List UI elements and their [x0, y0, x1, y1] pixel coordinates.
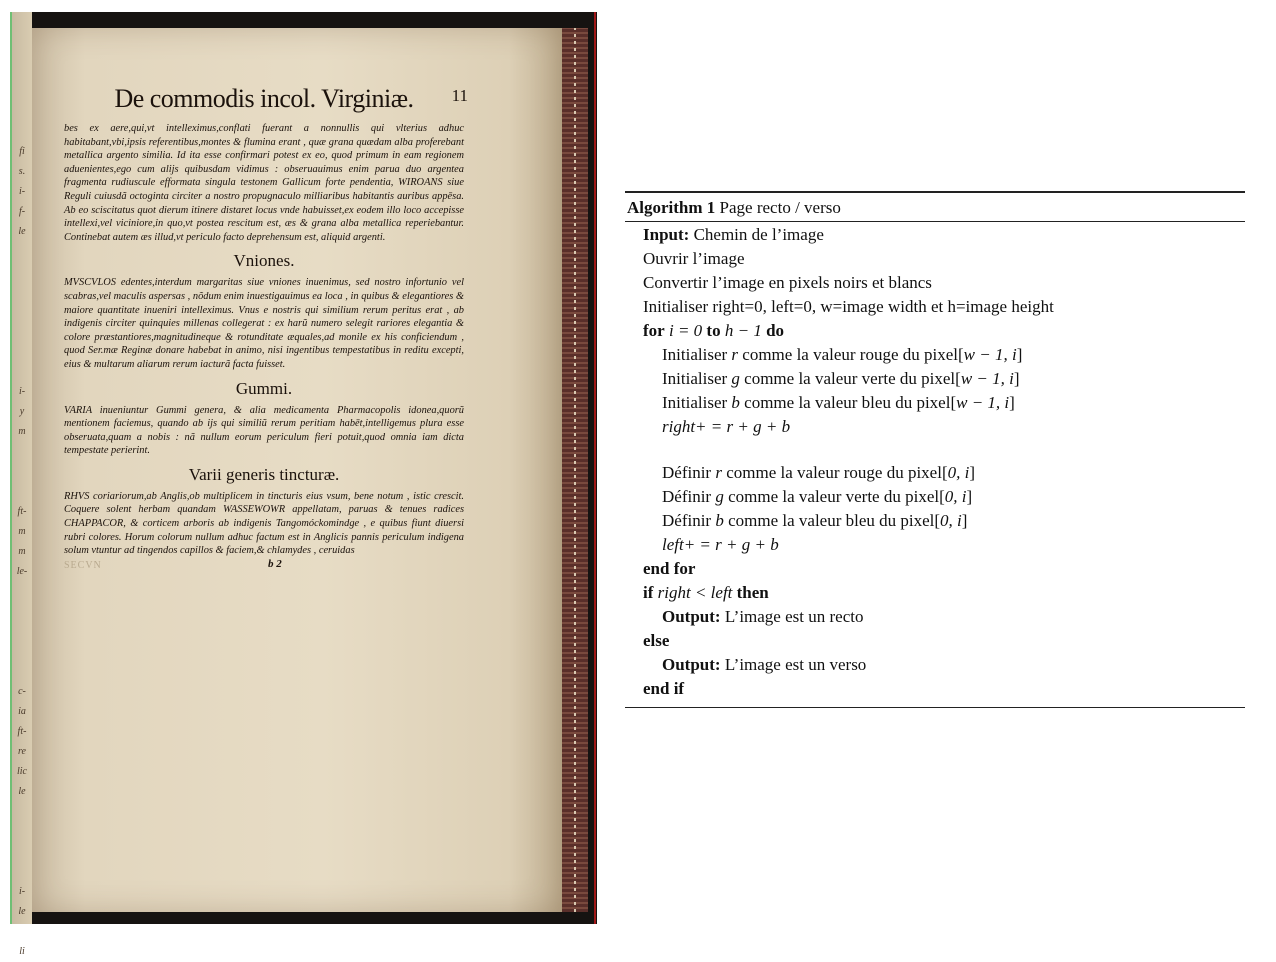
red-text: comme la valeur rouge du pixel[ — [742, 345, 964, 364]
var-b: b — [715, 511, 724, 530]
var-r: r — [715, 463, 722, 482]
output-verso-line — [625, 653, 1245, 677]
def-blue-line — [625, 509, 1245, 533]
output-keyword: Output: — [662, 607, 721, 626]
book-spine — [562, 28, 588, 912]
for-start: i = 0 — [668, 321, 703, 340]
for-limit: h − 1 — [724, 321, 762, 340]
do-keyword: do — [766, 321, 785, 340]
heading-tincturae: Varii generis tincturæ. — [188, 464, 340, 484]
init-word: Initialiser — [662, 369, 728, 388]
init-word: Initialiser — [662, 345, 728, 364]
algorithm-title: Page recto / verso — [719, 198, 841, 217]
paragraph-gums: VARIA inueniuntur Gummi genera, & alia medicamenta Pharmacopolis idonea,quorũ mentionem faciemus, quando ab ijs qui similiũ rerum peritiam habēt,intelligemus plura esse obseruata,quam a nobis : nã nullum eorum periculum fieri potuit,quod omnia iam dicta tempestate perierint. — [64, 404, 464, 457]
paragraph-silver: bes ex aere,qui,vt intelleximus,conflati fuerant a nonnullis qui vlterius adhuc habitabant,vbi,ipsis referentibus,montes & flumina erant , quæ grana quædam alba proferebant metallica argento similia. Id ita esse confirmari potest ex eo, quod primum in eam regionem aduenientes,ego cum alijs quibusdam vidimus : obseruauimus enim parua duo argentea fragmenta rudiuscule efformata singula testonem Gallicum forte pendentia, WIROANS siue Reguli cuiusdã octoginta circiter a nostro propugnaculo milliaribus habitantis auribus appēsa. Ab eo sciscitatus quot dierum itinere distaret locus vnde habuisset,ex eodem illo loco accepisse intellexi,vel viciniore,in quo,vt postea rescitum est, æs & grana alba metallica reperiebantur. Continebat autem æs illud,vt periculo facto deprehensum est, aliquid argenti. — [64, 123, 464, 243]
then-keyword: then — [736, 583, 769, 602]
if-line — [625, 581, 1245, 605]
margin-fragments: fi s. i- f- le i- y m ft- m m le- c- ia ft- re lic le i- le li — [16, 146, 28, 957]
output-keyword: Output: — [662, 655, 721, 674]
scanned-book-page — [10, 12, 597, 957]
def-red-line — [625, 461, 1245, 485]
close-bracket: ] — [966, 487, 973, 506]
left-index: 0, i — [947, 463, 970, 482]
bleed-through-text: SECVN — [64, 559, 102, 571]
var-g: g — [731, 369, 740, 388]
var-b: b — [731, 393, 740, 412]
green-text: comme la valeur verte du pixel[ — [728, 487, 945, 506]
end-if: end if — [643, 679, 685, 698]
def-green-line — [625, 485, 1245, 509]
signature-mark: b 2 — [268, 557, 282, 570]
close-bracket: ] — [1013, 369, 1020, 388]
algorithm-label: Algorithm 1 — [627, 198, 716, 217]
var-g: g — [715, 487, 724, 506]
def-word: Définir — [662, 487, 712, 506]
if-keyword: if — [643, 583, 654, 602]
blue-text: comme la valeur bleu du pixel[ — [728, 511, 941, 530]
output-recto-line — [625, 605, 1245, 629]
init-green-line — [625, 367, 1245, 391]
page-text-block — [64, 82, 468, 574]
if-condition: right < left — [657, 583, 733, 602]
right-accumulate: right+ = r + g + b — [662, 417, 791, 436]
close-bracket: ] — [969, 463, 976, 482]
algorithm-body — [625, 222, 1245, 707]
page-number: 11 — [451, 86, 468, 105]
page-running-header — [64, 82, 468, 122]
init-word: Initialiser — [662, 393, 728, 412]
input-keyword: Input: — [643, 225, 690, 244]
bottom-rule — [625, 707, 1245, 708]
heading-gummi: Gummi. — [235, 378, 293, 398]
close-bracket: ] — [1009, 393, 1015, 412]
step-initialise: Initialiser right=0, left=0, w=image width et h=image height — [643, 297, 1054, 316]
right-index: w − 1, i — [963, 345, 1017, 364]
heading-vniones: Vniones. — [233, 251, 295, 271]
to-keyword: to — [706, 321, 721, 340]
var-r: r — [731, 345, 739, 364]
scan-right-edge — [594, 12, 596, 924]
algorithm-caption — [625, 193, 1245, 221]
for-line — [625, 319, 1245, 343]
close-bracket: ] — [961, 511, 968, 530]
init-blue-line — [625, 391, 1245, 415]
init-red-line — [625, 343, 1245, 367]
left-index: 0, i — [940, 511, 962, 530]
left-index: 0, i — [944, 487, 967, 506]
signature-row — [64, 558, 464, 574]
paragraph-pearls: MVSCVLOS edentes,interdum margaritas siue vniones inuenimus, sed nostro infortunio vel scabras,vel maculis aspersas , nõdum enim inuestigauimus ea loca , in quibus & elegantiores & maiore quantitate inueniri intelleximus. Vnus e nostris qui similium rerum peritus erat , ab indigenis circiter quinquies millenas collegerat : ex harũ numero selegit rariores elegantia & colore præstantiores,magnitudineque & rotunditate æquales,ad monile ex his conficiendum , quod Ser.mæ Reginæ donare habebat in animo, nisi ingentibus tempestatibus in reditu excepti, eius & multarum aliarum rerum iacturã facta fuisset. — [64, 277, 464, 370]
else-line: else — [643, 631, 670, 650]
end-for: end for — [643, 559, 696, 578]
close-bracket: ] — [1016, 345, 1023, 364]
algorithm-box — [625, 191, 1245, 708]
red-text: comme la valeur rouge du pixel[ — [726, 463, 948, 482]
step-convert: Convertir l’image en pixels noirs et blancs — [643, 273, 932, 292]
left-accumulate: left+ = r + g + b — [662, 535, 779, 554]
green-text: comme la valeur verte du pixel[ — [744, 369, 961, 388]
step-open: Ouvrir l’image — [643, 249, 745, 268]
previous-page-margin — [12, 12, 32, 957]
blank-line — [625, 439, 1245, 461]
right-index: w − 1, i — [960, 369, 1014, 388]
def-word: Définir — [662, 511, 712, 530]
input-line — [625, 223, 1245, 247]
running-title: De commodis incol. Virginiæ. — [114, 84, 414, 113]
output-recto: L’image est un recto — [724, 607, 864, 626]
blue-text: comme la valeur bleu du pixel[ — [744, 393, 957, 412]
for-keyword: for — [643, 321, 665, 340]
paragraph-dyes: RHVS coriariorum,ab Anglis,ob multiplicem in tincturis eius vsum, bene notum , istic crescit. Coquere solent herbam quandam WASSEWOWR appellatam, paruas & tenues radices CHAPPACOR, & corticem arboris ab indigenis Tangomóckomindge , e quibus fiunt diuersi rubri colores. Horum colorum nullum adhuc factum est in Anglicis pannis periculum indigena solum vtuntur ad tingendos capillos & faciem,& chlamydes , ceruidas — [64, 490, 464, 557]
output-verso: L’image est un verso — [724, 655, 867, 674]
right-index: w − 1, i — [956, 393, 1010, 412]
def-word: Définir — [662, 463, 712, 482]
input-value: Chemin de l’image — [693, 225, 824, 244]
